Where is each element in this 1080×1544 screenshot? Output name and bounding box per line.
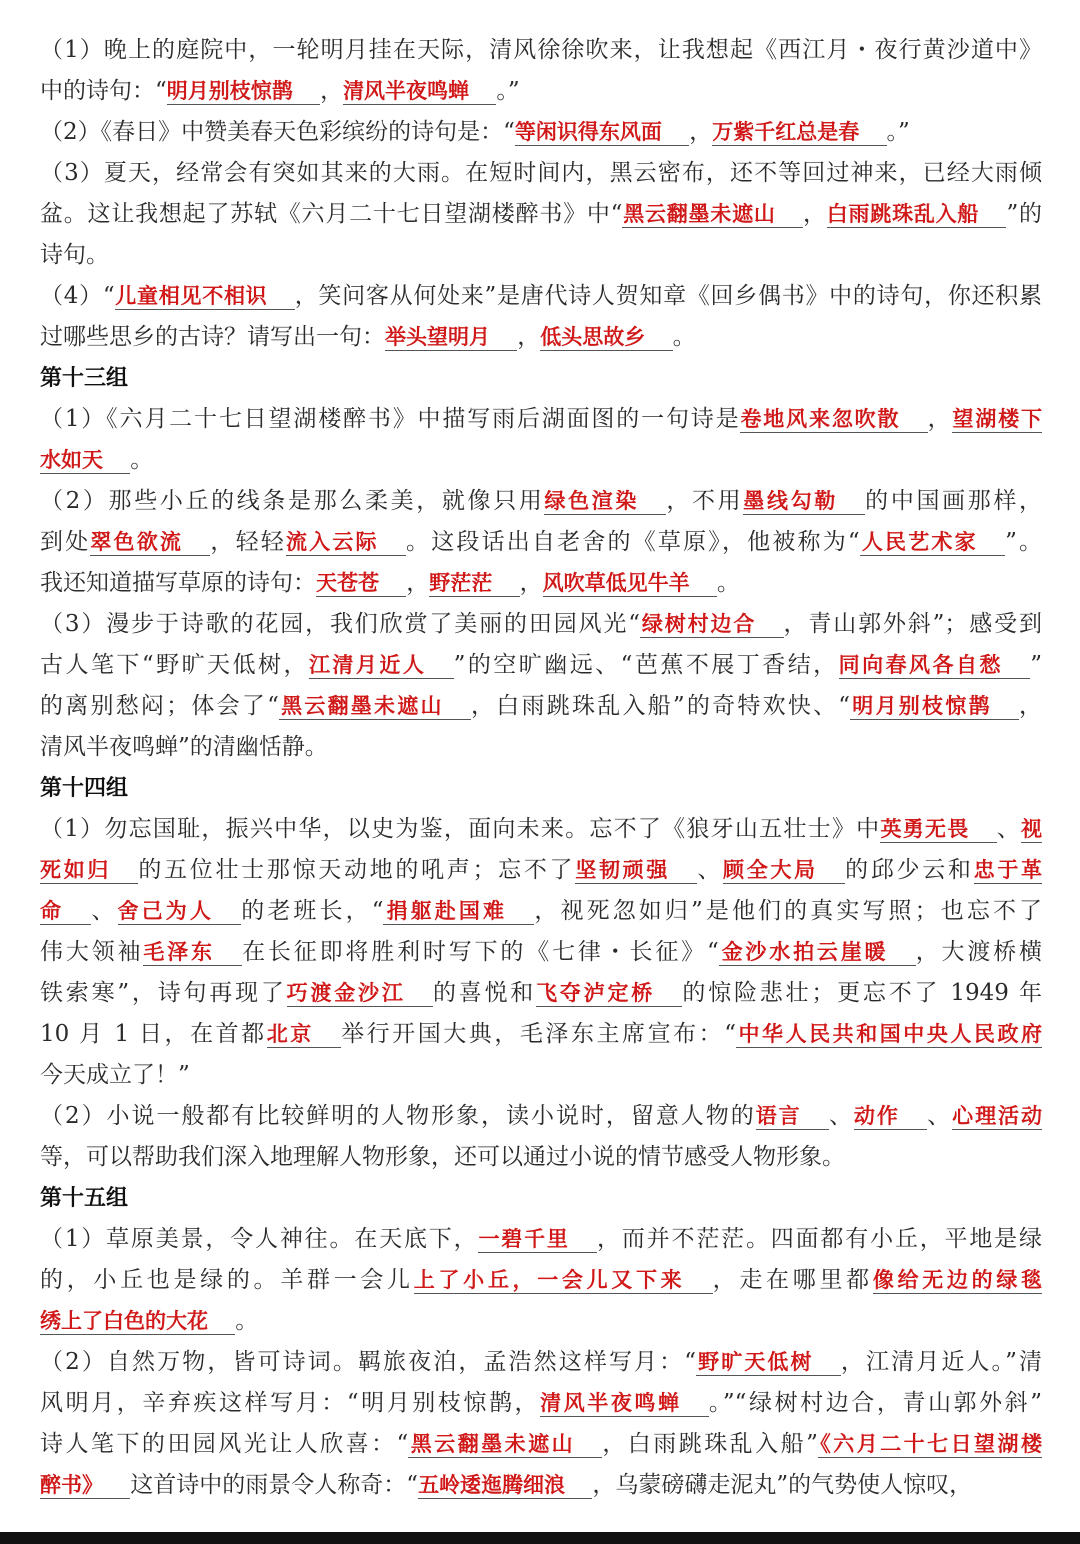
text-line	[40, 194, 1042, 235]
question-text: 这首诗中的雨景令人称奇：“	[130, 1472, 419, 1498]
question-paragraph	[40, 604, 1042, 768]
answer-blank: 清风半夜鸣蝉	[343, 79, 496, 105]
question-text: 的老班长，“	[241, 898, 384, 924]
answer-blank: 清风半夜鸣蝉	[540, 1391, 709, 1417]
question-text: 。	[716, 570, 740, 596]
answer-blank: 翠色欲流	[90, 530, 210, 556]
question-text: （1）勿忘国耻，振兴中华，以史为鉴，面向未来。忘不了《狼牙山五壮士》中	[40, 816, 881, 842]
question-paragraph	[40, 1096, 1042, 1178]
question-text: ，而并不茫茫。四面都有小丘，平地是绿	[597, 1226, 1043, 1252]
question-text: 举行开国大典，毛泽东主席宣布：“	[341, 1021, 736, 1047]
question-text: ，	[1019, 693, 1043, 719]
question-text: （1）《六月二十七日望湖楼醉书》中描写雨后湖面图的一句诗是	[40, 406, 741, 432]
text-line	[40, 645, 1042, 686]
answer-blank: 毛泽东	[143, 940, 242, 966]
answer-blank: 绣上了白色的大花	[40, 1309, 235, 1335]
question-text: 今天成立了！”	[40, 1062, 190, 1088]
question-paragraph	[40, 481, 1042, 604]
answer-blank: 视	[1021, 817, 1043, 841]
answer-blank: 动作	[854, 1104, 927, 1130]
question-text: ，乌蒙磅礴走泥丸”的气势使人惊叹，	[592, 1472, 973, 1498]
answer-blank: 卷地风来忽吹散	[740, 407, 927, 433]
question-text: （1）草原美景，令人神往。在天底下，	[40, 1226, 479, 1252]
question-text: 。这段话出自老舍的《草原》，他被称为“	[406, 529, 860, 555]
answer-blank: 金沙水拍云崖暖	[719, 940, 916, 966]
answer-blank: 死如归	[40, 858, 138, 884]
question-text: ，	[406, 570, 430, 596]
question-text: 的五位壮士那惊天动地的吼声；忘不了	[138, 857, 576, 883]
question-text: 风明月，辛弃疾这样写月：“明月别枝惊鹊，	[40, 1390, 541, 1416]
question-text: 盆。这让我想起了苏轼《六月二十七日望湖楼醉书》中“	[40, 201, 623, 227]
answer-blank: 人民艺术家	[860, 530, 1005, 556]
answer-blank: 绿色渲染	[544, 489, 666, 515]
question-text: ，青山郭外斜”；感受到	[783, 611, 1042, 637]
answer-blank: 万紫千红总是春	[712, 120, 886, 146]
text-line	[40, 440, 1042, 481]
text-line	[40, 1342, 1042, 1383]
answer-blank: 野茫茫	[429, 571, 519, 597]
answer-blank: 水如天	[40, 448, 130, 474]
answer-blank: 绿树村边合	[640, 612, 783, 638]
question-text: 10 月 1 日，在首都	[40, 1021, 267, 1047]
question-text: （3）夏天，经常会有突如其来的大雨。在短时间内，黑云密布，还不等回过神来，已经大雨倾	[40, 160, 1042, 186]
text-line	[40, 399, 1042, 440]
answer-blank: 顾全大局	[723, 858, 845, 884]
question-text: 、	[91, 898, 118, 924]
question-text: ，	[689, 119, 713, 145]
answer-blank: 巧渡金沙江	[287, 981, 433, 1007]
question-paragraph	[40, 1342, 1042, 1506]
question-text: （2）自然万物，皆可诗词。羁旅夜泊，孟浩然这样写月：“	[40, 1349, 697, 1375]
question-text: ，走在哪里都	[712, 1267, 873, 1293]
question-text: ，笑问客从何处来”是唐代诗人贺知章《回乡偶书》中的诗句，你还积累	[294, 283, 1042, 309]
text-line	[40, 1137, 1042, 1178]
answer-blank: 黑云翻墨未遮山	[408, 1432, 602, 1458]
question-text: （4）“	[40, 283, 115, 309]
text-line	[40, 30, 1042, 71]
question-text: 中的诗句：“	[40, 78, 167, 104]
question-text: 的邱少云和	[845, 857, 974, 883]
answer-blank: 黑云翻墨未遮山	[622, 202, 803, 228]
question-paragraph	[40, 276, 1042, 358]
document-page	[40, 30, 1042, 1506]
text-line	[40, 850, 1042, 891]
question-text: ”。	[1005, 529, 1043, 555]
question-text: 。	[130, 447, 154, 473]
question-text: 伟大领袖	[40, 939, 144, 965]
answer-blank: 语言	[756, 1104, 829, 1130]
question-paragraph	[40, 1219, 1042, 1342]
bottom-edge-bar	[0, 1532, 1080, 1544]
question-text: 。	[235, 1308, 259, 1334]
answer-blank: 白雨跳珠乱入船	[827, 202, 1007, 228]
question-text: ，	[519, 570, 543, 596]
question-paragraph	[40, 112, 1042, 153]
question-text: ，视死忽如归”是他们的真实写照；也忘不了	[534, 898, 1043, 924]
answer-blank: 天苍苍	[316, 571, 406, 597]
text-line	[40, 112, 1042, 153]
question-text: 诗句。	[40, 242, 109, 268]
question-text: 诗人笔下的田园风光让人欣喜：“	[40, 1431, 409, 1457]
text-line	[40, 604, 1042, 645]
answer-blank: 等闲识得东风面	[515, 120, 689, 146]
answer-blank: 同向春风各自愁	[839, 653, 1031, 679]
question-text: 到处	[40, 529, 91, 555]
question-text: ，	[517, 324, 541, 350]
answer-blank: 野旷天低树	[696, 1350, 841, 1376]
text-line	[40, 1424, 1042, 1465]
answer-blank: 忠于革	[973, 858, 1043, 882]
text-line	[40, 1301, 1042, 1342]
answer-blank: 坚韧顽强	[575, 858, 697, 884]
text-line	[40, 153, 1042, 194]
text-line	[40, 891, 1042, 932]
question-paragraph	[40, 399, 1042, 481]
question-text: 。	[672, 324, 696, 350]
answer-blank: 像给无边的绿毯	[872, 1268, 1043, 1292]
answer-blank: 墨线勾勒	[743, 489, 865, 515]
question-text: ”的	[1006, 201, 1043, 227]
question-text: ，白雨跳珠乱入船”的奇特欢快、“	[471, 693, 851, 719]
question-text: 、	[828, 1103, 854, 1129]
text-line	[40, 235, 1042, 276]
question-text: 、	[927, 1103, 953, 1129]
text-line	[40, 1096, 1042, 1137]
answer-blank: 明月别枝惊鹊	[850, 694, 1019, 720]
answer-blank: 风吹草低见牛羊	[543, 571, 717, 597]
text-line	[40, 317, 1042, 358]
question-text: （3）漫步于诗歌的花园，我们欣赏了美丽的田园风光“	[40, 611, 641, 637]
section-heading: 第十四组	[40, 776, 129, 801]
question-text: 、	[996, 816, 1022, 842]
question-text: 等，可以帮助我们深入地理解人物形象，还可以通过小说的情节感受人物形象。	[40, 1144, 845, 1170]
question-text: 、	[697, 857, 724, 883]
answer-blank: 江清月近人	[309, 653, 454, 679]
question-paragraph	[40, 153, 1042, 276]
question-text: 过哪些思乡的古诗？请写出一句：	[40, 324, 385, 350]
text-line	[40, 1055, 1042, 1096]
question-text: （2）《春日》中赞美春天色彩缤纷的诗句是：“	[40, 119, 515, 145]
answer-blank: 儿童相见不相识	[115, 284, 295, 310]
answer-blank: 举头望明月	[385, 325, 517, 351]
answer-blank: 命	[40, 899, 91, 925]
answer-blank: 英勇无畏	[880, 817, 996, 843]
question-text: ，江清月近人。”清	[840, 1349, 1042, 1375]
answer-blank: 明月别枝惊鹊	[167, 79, 320, 105]
answer-blank: 五岭逶迤腾细浪	[418, 1473, 592, 1499]
answer-blank: 北京	[267, 1022, 341, 1048]
answer-blank: 上了小丘，一会儿又下来	[414, 1268, 713, 1294]
question-text: ，	[802, 201, 827, 227]
question-text: ，轻轻	[210, 529, 286, 555]
question-text: ”的空旷幽远、“芭蕉不展丁香结，	[453, 652, 839, 678]
question-text: 。”	[496, 78, 520, 104]
answer-blank: 一碧千里	[478, 1227, 597, 1253]
question-text: 。”	[886, 119, 910, 145]
question-text: 在长征即将胜利时写下的《七律・长征》“	[242, 939, 719, 965]
text-line	[40, 1383, 1042, 1424]
question-text: 的中国画那样，	[865, 488, 1043, 514]
answer-blank: 黑云翻墨未遮山	[279, 694, 471, 720]
question-text: （2）小说一般都有比较鲜明的人物形象，读小说时，留意人物的	[40, 1103, 756, 1129]
question-text: 的离别愁闷；体会了“	[40, 693, 279, 719]
question-text: ，大渡桥横	[915, 939, 1042, 965]
text-line	[40, 973, 1042, 1014]
text-line	[40, 563, 1042, 604]
question-text: 我还知道描写草原的诗句：	[40, 570, 316, 596]
text-line	[40, 809, 1042, 850]
question-text: 古人笔下“野旷天低树，	[40, 652, 309, 678]
text-line	[40, 727, 1042, 768]
question-text: ，白雨跳珠乱入船”	[602, 1431, 818, 1457]
answer-blank: 飞夺泸定桥	[536, 981, 682, 1007]
text-line	[40, 71, 1042, 112]
question-text: ，	[320, 78, 344, 104]
text-line	[40, 1260, 1042, 1301]
answer-blank: 中华人民共和国中央人民政府	[735, 1022, 1042, 1046]
question-text: ，不用	[666, 488, 744, 514]
text-line	[40, 276, 1042, 317]
question-text: （1）晚上的庭院中，一轮明月挂在天际，清风徐徐吹来，让我想起《西江月・夜行黄沙道中》	[40, 37, 1042, 63]
text-line	[40, 481, 1042, 522]
section-heading: 第十五组	[40, 1186, 129, 1211]
question-text: （2）那些小丘的线条是那么柔美，就像只用	[40, 488, 545, 514]
text-line	[40, 1014, 1042, 1055]
answer-blank: 心理活动	[952, 1104, 1043, 1128]
answer-blank: 舍己为人	[118, 899, 242, 925]
question-text: 的，小丘也是绿的。羊群一会儿	[40, 1267, 414, 1293]
question-text: 的惊险悲壮；更忘不了 1949 年	[682, 980, 1043, 1006]
answer-blank: 低头思故乡	[540, 325, 672, 351]
text-line	[40, 686, 1042, 727]
question-text: 。”“绿树村边合，青山郭外斜”	[708, 1390, 1043, 1416]
text-line	[40, 1465, 1042, 1506]
question-text: 铁索寒”，诗句再现了	[40, 980, 287, 1006]
answer-blank: 醉书》	[40, 1473, 130, 1499]
question-text: 清风半夜鸣蝉”的清幽恬静。	[40, 734, 328, 760]
text-line	[40, 932, 1042, 973]
text-line	[40, 522, 1042, 563]
text-line	[40, 1219, 1042, 1260]
answer-blank: 流入云际	[286, 530, 406, 556]
question-paragraph	[40, 30, 1042, 112]
question-paragraph	[40, 809, 1042, 1096]
answer-blank: 望湖楼下	[952, 407, 1043, 431]
answer-blank: 《六月二十七日望湖楼	[817, 1432, 1042, 1456]
section-heading: 第十三组	[40, 366, 129, 391]
answer-blank: 捐躯赴国难	[383, 899, 534, 925]
question-text: ，	[927, 406, 953, 432]
question-text: 的喜悦和	[432, 980, 537, 1006]
question-text: ”	[1030, 652, 1042, 678]
